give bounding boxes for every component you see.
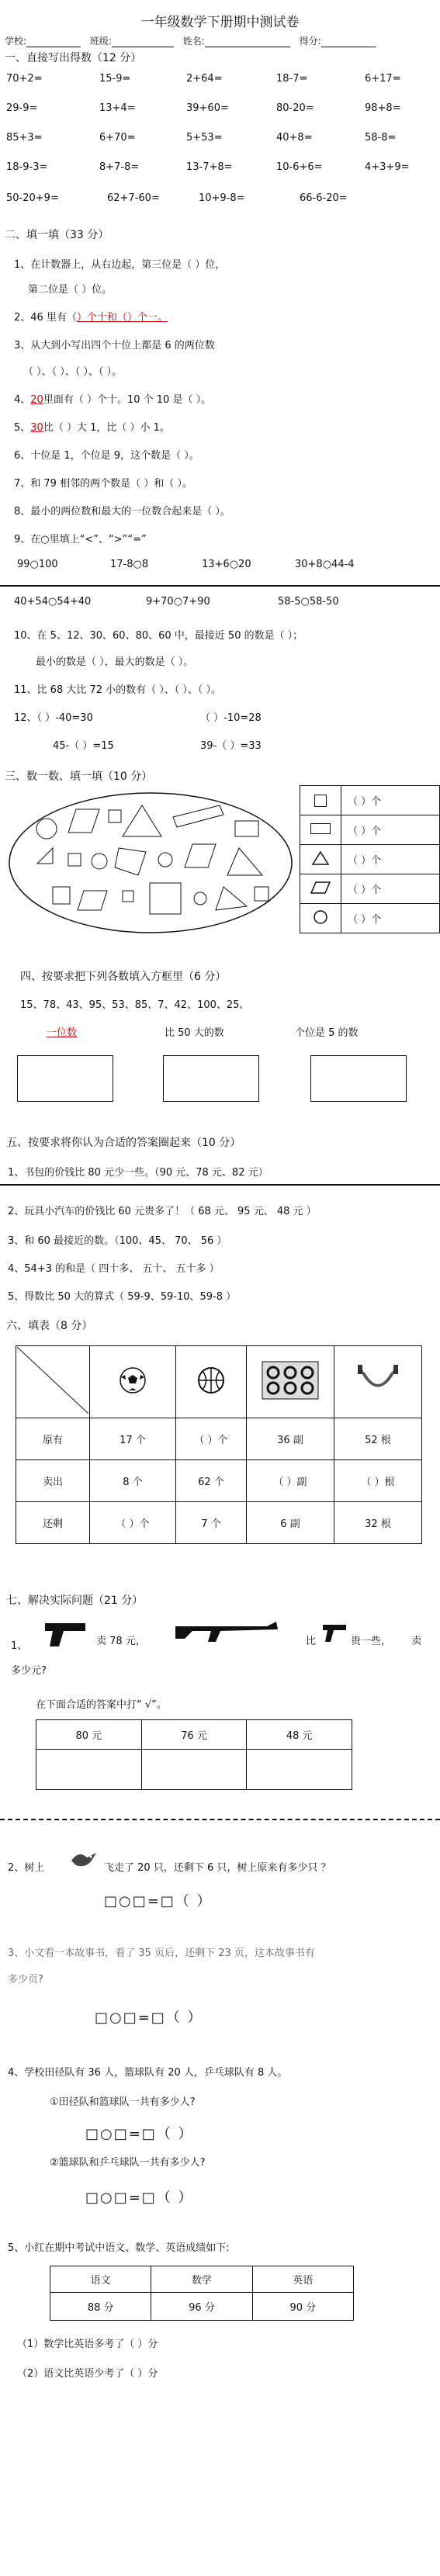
- q2-4: [14, 391, 211, 406]
- score-blank[interactable]: [321, 46, 376, 47]
- circle-shape: [36, 819, 57, 839]
- s7-q4b: ②篮球队和乒乓球队一共有多少人?: [50, 2157, 206, 2169]
- page-break-3: [0, 1819, 440, 1820]
- parallelogram-shape: [185, 844, 216, 867]
- cell: 6 副: [247, 1502, 334, 1544]
- q2-1a: 1、在计数器上，从右边起，第三位是（ ）位，: [14, 259, 226, 271]
- arith-item[interactable]: 6+70=: [99, 132, 136, 144]
- class-label: 班级:: [89, 36, 112, 47]
- table-circle-icon: [300, 904, 341, 933]
- q2-11: 11、比 68 大比 72 小的数有（ ）、（ ）、（ ）。: [14, 684, 222, 696]
- arith-item[interactable]: 66-6-20=: [300, 192, 348, 204]
- q2-9-row1: [17, 559, 355, 570]
- circle-icon: [313, 909, 328, 925]
- jump-rope-icon: [355, 1363, 401, 1397]
- cell: 17 个: [90, 1418, 176, 1460]
- check-cell-2[interactable]: [141, 1750, 247, 1790]
- cell: 7 个: [176, 1502, 247, 1544]
- s7-q3a: 3、小文看一本故事书，看了 35 页后，还剩下 23 页，这本故事书有: [8, 1948, 315, 1959]
- s7-q1-ask: 多少元?: [11, 1665, 47, 1677]
- row-sold-label: 卖出: [16, 1460, 90, 1502]
- blank-cell[interactable]: （ ）根: [334, 1460, 422, 1502]
- s5-q4: 4、54+3 的和是（ 四十多、 五十、 五十多 ）: [8, 1263, 220, 1275]
- basketball-cell: [176, 1346, 247, 1418]
- square-shape: [123, 891, 133, 902]
- q2-9-r1c1: 99○100: [17, 559, 58, 570]
- triangle-icon: [312, 851, 329, 865]
- s7-q2b: 飞走了 20 只，还剩下 6 只，树上原来有多少只 ？: [104, 1862, 331, 1874]
- q2-3a: 3、从大到小写出四个十位上都是 6 的两位数: [14, 340, 215, 351]
- q2-3b: （ ）、（ ）、（ ）、（ ）。: [23, 366, 123, 378]
- q2-10a: 10、在 5、12、30、60、80、60 中，最接近 50 的数是（ ）；: [14, 630, 303, 642]
- q2-4c: 里面有（ ）个十。10 个 10 是（ ）。: [43, 394, 212, 406]
- square-shape: [53, 887, 70, 904]
- section2-heading: 二、填一填（33 分）: [5, 229, 109, 241]
- q2-12c: 45-（ ）=15: [53, 740, 114, 752]
- page-break-1: [0, 585, 440, 587]
- blank-cell[interactable]: （ ）个: [90, 1502, 176, 1544]
- parallelogram-shape: [78, 891, 107, 910]
- triangle-shape: [216, 887, 247, 910]
- s7-q3b: 多少页?: [8, 1974, 43, 1986]
- price-choice-table: [36, 1719, 352, 1790]
- arith-item[interactable]: 13+4=: [99, 102, 136, 114]
- q2-12-row2: [53, 737, 262, 752]
- section1-heading: 一、直接写出得数（12 分）: [5, 52, 142, 64]
- circle-shape: [194, 892, 206, 905]
- q2-9-r2c3: 58-5○58-50: [278, 596, 339, 608]
- bird-icon: [68, 1847, 99, 1870]
- q2-9-row2: [14, 596, 339, 608]
- s7-q4: 4、学校田径队有 36 人，篮球队有 20 人，乒乓球队有 8 人。: [8, 2067, 288, 2079]
- s7-q1-than: 比: [306, 1636, 317, 1647]
- blank-cell[interactable]: （ ）个: [176, 1418, 247, 1460]
- triangle-shape: [37, 848, 53, 864]
- rings-box-icon: [259, 1359, 321, 1402]
- q2-6: 6、十位是 1，个位是 9，这个数是（ ）。: [14, 450, 199, 462]
- cell: 52 根: [334, 1418, 422, 1460]
- score-english: 90 分: [252, 2293, 353, 2321]
- arith-item[interactable]: 10+9-8=: [199, 192, 245, 204]
- price-48: 48 元: [247, 1720, 352, 1750]
- oval-border: [9, 793, 292, 933]
- check-cell-1[interactable]: [36, 1750, 142, 1790]
- s4-label-2: 比 50 大的数: [165, 1027, 224, 1039]
- score-label: 得分:: [299, 36, 321, 47]
- q2-5a: 5、: [14, 422, 31, 434]
- q2-2b: ）个十和（: [76, 312, 127, 324]
- circle-shape: [158, 853, 172, 867]
- s7-q1-sell2: 卖: [411, 1636, 422, 1647]
- check-cell-3[interactable]: [247, 1750, 352, 1790]
- s7-q3-formula[interactable]: □○□=□（ ）: [95, 2010, 203, 2026]
- cell: 36 副: [247, 1418, 334, 1460]
- pistol-small-icon: [321, 1622, 348, 1645]
- arith-item[interactable]: 2+64=: [186, 73, 223, 85]
- arith-item[interactable]: 10-6+6=: [276, 161, 323, 173]
- s7-q1-more: 贵一些，: [351, 1636, 392, 1647]
- q2-4a: 4、: [14, 394, 31, 406]
- school-blank[interactable]: [26, 46, 81, 47]
- s7-q4a: ①田径队和篮球队一共有多少人?: [50, 2096, 196, 2108]
- school-label: 学校:: [5, 36, 27, 47]
- score-chinese: 88 分: [50, 2293, 151, 2321]
- square-shape: [109, 810, 121, 822]
- q2-8: 8、最小的两位数和最大的一位数合起来是（ ）。: [14, 506, 230, 518]
- q2-5b: 30: [30, 422, 43, 434]
- cell: 8 个: [90, 1460, 176, 1502]
- price-80: 80 元: [36, 1720, 142, 1750]
- blank-cell[interactable]: （ ）副: [247, 1460, 334, 1502]
- q2-9-r2c1: 40+54○54+40: [14, 596, 92, 608]
- corner-cell: [16, 1346, 90, 1418]
- inventory-table: [16, 1345, 422, 1544]
- rectangle-icon: [310, 823, 331, 834]
- arith-item[interactable]: 18-9-3=: [6, 161, 48, 173]
- s4-box-3[interactable]: [310, 1055, 407, 1102]
- section7-heading: 七、解决实际问题（21 分）: [6, 1594, 144, 1607]
- triangle-shape: [227, 848, 262, 875]
- triangle-shape: [123, 805, 161, 836]
- s7-q4a-formula[interactable]: □○□=□（ ）: [85, 2126, 194, 2142]
- s7-q5b: （2）语文比英语少考了（ ）分: [17, 2368, 158, 2380]
- section4-heading: 四、按要求把下列各数填入方框里（6 分）: [20, 971, 227, 983]
- s5-q3: 3、和 60 最接近的数。（100、45、 70、 56 ）: [8, 1235, 227, 1247]
- table-triangle-icon: [300, 845, 341, 874]
- shapes-oval: [6, 790, 295, 936]
- q2-4b: 20: [30, 394, 43, 406]
- circle-shape: [92, 853, 107, 869]
- soccer-ball-cell: [90, 1346, 176, 1418]
- s5-q1: 1、书包的价钱比 80 元少一些。（90 元、78 元、82 元）: [8, 1167, 269, 1179]
- section6-heading: 六、填表（8 分）: [6, 1320, 93, 1332]
- arith-item[interactable]: 15-9=: [99, 73, 131, 85]
- s7-q5: 5、小红在期中考试中语文、数学、英语成绩如下:: [8, 2242, 230, 2254]
- q2-12b: （ ）-10=28: [200, 712, 262, 724]
- q2-2c: ）个一。: [126, 312, 168, 324]
- rect-shape: [235, 821, 258, 836]
- square-icon: [314, 795, 327, 807]
- row-left-label: 还剩: [16, 1502, 90, 1544]
- q2-9-r1c4: 30+8○44-4: [295, 559, 355, 570]
- s7-q1-sell: 卖 78 元，: [96, 1636, 146, 1647]
- cell: 32 根: [334, 1502, 422, 1544]
- parallelogram-icon: [310, 881, 331, 894]
- s7-q2-formula[interactable]: □○□=□（ ）: [104, 1893, 213, 1909]
- jump-rope-cell: [334, 1346, 422, 1418]
- q2-2a: 2、46 里有（: [14, 312, 77, 324]
- quad-shape: [115, 848, 146, 875]
- q2-10b: 最小的数是（ ），最大的数是（ ）。: [36, 656, 194, 668]
- s7-q1-num: 1、: [11, 1640, 28, 1652]
- rings-cell: [247, 1346, 334, 1418]
- arith-item[interactable]: 40+8=: [276, 132, 313, 144]
- table-square-icon: [300, 786, 341, 815]
- score-table: [50, 2266, 354, 2321]
- count-square[interactable]: （ ）个: [341, 786, 440, 815]
- q2-12a: 12、（ ）-40=30: [14, 712, 93, 724]
- s7-q4b-formula[interactable]: □○□=□（ ）: [85, 2190, 194, 2206]
- s4-box-1[interactable]: [17, 1055, 113, 1102]
- arith-item[interactable]: 58-8=: [365, 132, 397, 144]
- pistol-icon: [42, 1619, 88, 1650]
- arith-item[interactable]: 18-7=: [276, 73, 308, 85]
- q2-5: [14, 419, 170, 434]
- square-shape: [255, 887, 269, 901]
- s4-label-1: 一位数: [47, 1027, 78, 1039]
- count-circle[interactable]: （ ）个: [341, 904, 440, 933]
- q2-2: [14, 309, 168, 324]
- name-label: 姓名:: [182, 36, 205, 47]
- arith-item[interactable]: 6+17=: [365, 73, 401, 85]
- q2-5c: 比（ ）大 1，比（ ）小 1。: [43, 422, 170, 434]
- page-title: 一年级数学下册期中测试卷: [140, 15, 300, 30]
- s7-q5a: （1）数学比英语多考了（ ）分: [17, 2339, 158, 2350]
- q2-9-r1c3: 13+6○20: [202, 559, 251, 570]
- arith-item[interactable]: 4+3+9=: [365, 161, 410, 173]
- count-parallelogram[interactable]: （ ）个: [341, 874, 440, 904]
- section3-heading: 三、数一数、填一填（10 分）: [5, 770, 153, 783]
- table-parallelogram-icon: [300, 874, 341, 904]
- score-math: 96 分: [151, 2293, 252, 2321]
- name-blank[interactable]: [205, 46, 290, 47]
- soccer-ball-icon: [119, 1366, 147, 1394]
- s7-q2a: 2、树上: [8, 1862, 45, 1874]
- s5-q2: 2、玩具小汽车的价钱比 60 元贵多了！（ 68 元、 95 元、 48 元 ）: [8, 1206, 317, 1217]
- row-original-label: 原有: [16, 1418, 90, 1460]
- s4-box-2[interactable]: [163, 1055, 259, 1102]
- q2-12d: 39-（ ）=33: [200, 740, 262, 752]
- diagonal-line: [17, 1347, 88, 1414]
- square-shape: [150, 883, 181, 914]
- arith-item[interactable]: 39+60=: [186, 102, 229, 114]
- s7-q1-instr: 在下面合适的答案中打“ √”。: [36, 1699, 167, 1711]
- s4-label-3: 个位是 5 的数: [295, 1027, 359, 1039]
- class-blank[interactable]: [112, 46, 174, 47]
- section5-heading: 五、按要求将你认为合适的答案圈起来（10 分）: [6, 1137, 241, 1149]
- arith-item[interactable]: 5+53=: [186, 132, 223, 144]
- q2-7: 7、和 79 相邻的两个数是（ ）和（ ）。: [14, 478, 192, 490]
- header-fields: [5, 34, 376, 47]
- price-76: 76 元: [141, 1720, 247, 1750]
- arith-item[interactable]: 62+7-60=: [107, 192, 160, 204]
- q2-9-r2c2: 9+70○7+90: [146, 596, 210, 608]
- arith-item[interactable]: 85+3=: [6, 132, 43, 144]
- table-rect-icon: [300, 815, 341, 845]
- subject-english: 英语: [252, 2266, 353, 2293]
- count-rectangle[interactable]: （ ）个: [341, 815, 440, 845]
- cell: 62 个: [176, 1460, 247, 1502]
- arith-item[interactable]: 13-7+8=: [186, 161, 233, 173]
- s4-numbers: 15、78、43、95、53、85、7、42、100、25、: [20, 999, 250, 1011]
- q2-9-r1c2: 17-8○8: [110, 559, 149, 570]
- arith-item[interactable]: 50-20+9=: [6, 192, 59, 204]
- arith-item[interactable]: 98+8=: [365, 102, 401, 114]
- count-triangle[interactable]: （ ）个: [341, 845, 440, 874]
- s5-q5: 5、得数比 50 大的算式（ 59-9、59-10、59-8 ）: [8, 1291, 237, 1303]
- q2-1b: 第二位是（ ）位。: [28, 284, 113, 296]
- rifle-icon: [174, 1619, 279, 1646]
- q2-12-row1: [14, 709, 262, 724]
- parallelogram-shape: [68, 809, 99, 833]
- page-break-2: [0, 1184, 440, 1186]
- q2-9: 9、在○里填上“<”、“>”“=”: [14, 534, 147, 545]
- basketball-icon: [197, 1366, 225, 1394]
- subject-math: 数学: [151, 2266, 252, 2293]
- arith-item[interactable]: 80-20=: [276, 102, 314, 114]
- arith-item[interactable]: 8+7-8=: [99, 161, 140, 173]
- parallelogram-shape: [173, 805, 223, 827]
- arith-item[interactable]: 70+2=: [6, 73, 43, 85]
- arith-item[interactable]: 29-9=: [6, 102, 38, 114]
- subject-chinese: 语文: [50, 2266, 151, 2293]
- square-shape: [68, 853, 81, 866]
- shape-count-table: [300, 785, 440, 933]
